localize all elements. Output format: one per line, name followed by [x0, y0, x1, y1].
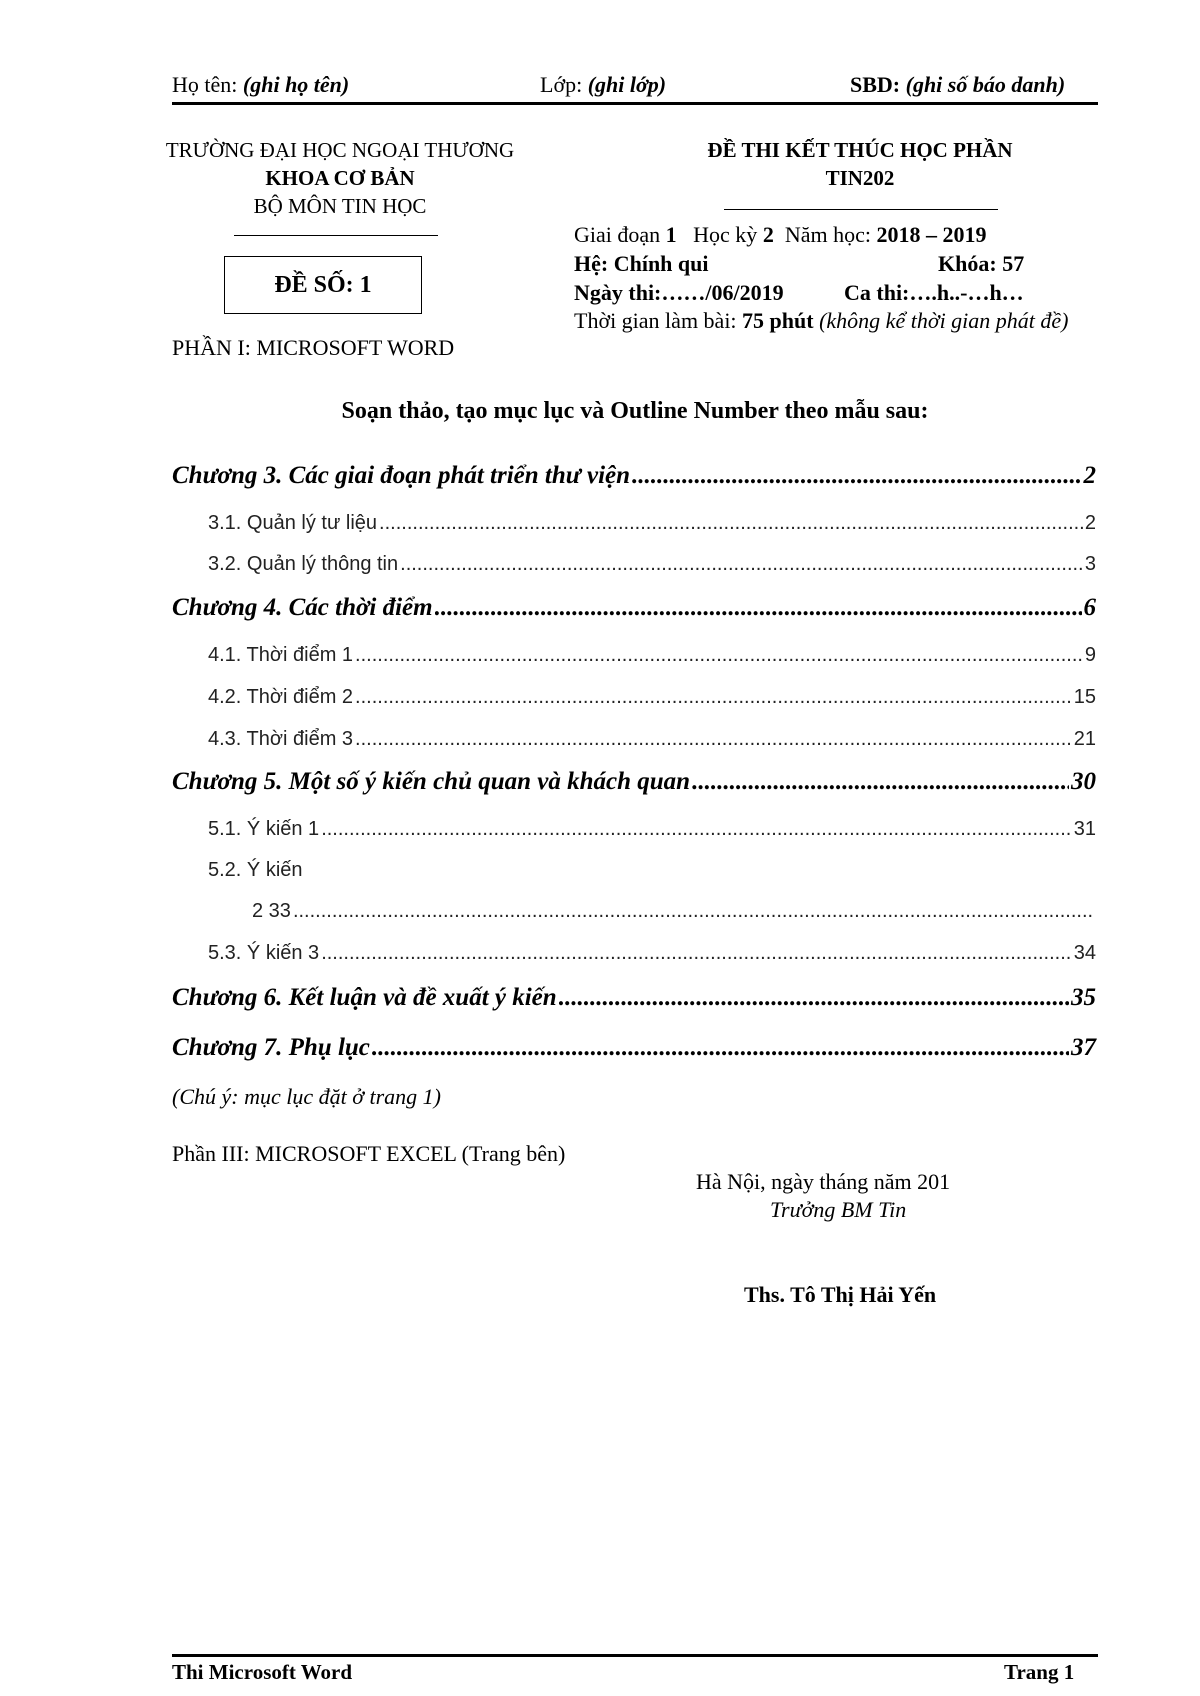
toc-label: 4.3. Thời điểm 3 — [208, 728, 354, 750]
toc-page: 15 — [1073, 686, 1096, 708]
toc-leader — [400, 553, 1083, 576]
toc-leader — [355, 686, 1072, 709]
toc-chapter-6 — [172, 984, 1096, 1012]
toc-section-5-2-line1: 5.2. Ý kiến — [208, 859, 303, 881]
toc-label: 5.1. Ý kiến 1 — [208, 818, 320, 840]
toc-leader — [355, 644, 1083, 667]
duration-label: Thời gian làm bài: — [574, 308, 743, 333]
left-divider — [234, 235, 438, 236]
toc-page: 34 — [1073, 942, 1096, 964]
toc-page: 37 — [1071, 1034, 1096, 1061]
exam-code-box: ĐỀ SỐ: 1 — [224, 256, 422, 314]
signature-name: Ths. Tô Thị Hải Yến — [744, 1282, 937, 1307]
toc-chapter-4 — [172, 594, 1096, 622]
toc-section-3-1 — [208, 512, 1096, 535]
course-intake — [938, 251, 1024, 277]
toc-leader — [632, 462, 1081, 490]
sbd-field — [850, 72, 1065, 98]
department-name: BỘ MÔN TIN HỌC — [253, 194, 427, 218]
class-field — [540, 72, 666, 98]
duration-value: 75 phút — [742, 308, 814, 333]
name-field — [172, 72, 349, 98]
toc-label: 3.1. Quản lý tư liệu — [208, 512, 378, 534]
toc-chapter-5 — [172, 768, 1096, 796]
sbd-value: (ghi số báo danh) — [900, 72, 1066, 97]
toc-note: (Chú ý: mục lục đặt ở trang 1) — [172, 1084, 441, 1109]
class-value: (ghi lớp) — [582, 72, 667, 97]
toc-section-4-3 — [208, 728, 1096, 751]
toc-page: 30 — [1071, 768, 1096, 795]
toc-leader — [293, 900, 1094, 923]
right-divider — [724, 209, 998, 210]
course-label: Khóa: — [938, 251, 1003, 276]
toc-label: 4.1. Thời điểm 1 — [208, 644, 354, 666]
toc-page: 2 — [1084, 512, 1096, 534]
footer-rule — [172, 1654, 1098, 1657]
task-title: Soạn thảo, tạo mục lục và Outline Number theo mẫu sau: — [341, 398, 929, 424]
exam-session: Ca thi:….h..-…h… — [844, 280, 1024, 305]
system-text: Hệ: Chính qui — [574, 251, 709, 276]
duration-line — [574, 308, 1069, 334]
toc-section-4-1 — [208, 644, 1096, 667]
exam-date: Ngày thi:……/06/2019 — [574, 280, 784, 305]
toc-page: 9 — [1084, 644, 1096, 666]
signature-role: Trưởng BM Tin — [770, 1197, 907, 1222]
toc-chapter-3 — [172, 462, 1096, 490]
toc-label: 3.2. Quản lý thông tin — [208, 553, 399, 575]
toc-leader — [321, 942, 1072, 965]
exam-title: ĐỀ THI KẾT THÚC HỌC PHẦN — [707, 138, 1013, 162]
toc-label: 5.3. Ý kiến 3 — [208, 942, 320, 964]
semester-value: 2 — [762, 222, 774, 247]
toc-page: 35 — [1071, 984, 1096, 1011]
toc-section-4-2 — [208, 686, 1096, 709]
toc-leader — [372, 1034, 1069, 1062]
toc-label: Chương 5. Một số ý kiến chủ quan và khách quan — [172, 768, 691, 795]
signature-place-date: Hà Nội, ngày tháng năm 201 — [696, 1169, 951, 1194]
course-value: 57 — [1002, 251, 1025, 276]
toc-chapter-7 — [172, 1034, 1096, 1062]
footer-page-number: Trang 1 — [1004, 1660, 1075, 1684]
toc-page: 21 — [1073, 728, 1096, 750]
toc-leader — [559, 984, 1069, 1012]
year-label: Năm học: — [784, 222, 877, 247]
semester-label: Học kỳ — [693, 222, 763, 247]
toc-page: 31 — [1073, 818, 1096, 840]
toc-label: Chương 4. Các thời điểm — [172, 594, 433, 621]
year-value: 2018 – 2019 — [876, 222, 987, 247]
toc-page: 6 — [1083, 594, 1096, 621]
course-code: TIN202 — [825, 166, 895, 190]
stage-value: 1 — [665, 222, 677, 247]
toc-section-3-2 — [208, 553, 1096, 576]
toc-leader — [379, 512, 1083, 535]
toc-leader — [435, 594, 1082, 622]
toc-label: 4.2. Thời điểm 2 — [208, 686, 354, 708]
part-one-heading: PHẦN I: MICROSOFT WORD — [172, 335, 455, 360]
toc-leader — [692, 768, 1069, 796]
name-label: Họ tên: — [172, 72, 238, 97]
stage-label: Giai đoạn — [574, 222, 666, 247]
part-three-heading: Phần III: MICROSOFT EXCEL (Trang bên) — [172, 1141, 566, 1166]
toc-page: 2 — [1083, 462, 1096, 489]
class-label: Lớp: — [540, 72, 583, 97]
header-rule — [172, 102, 1098, 105]
footer-left: Thi Microsoft Word — [172, 1660, 353, 1684]
university-name: TRƯỜNG ĐẠI HỌC NGOẠI THƯƠNG — [165, 138, 515, 162]
toc-label: 2 33 — [252, 900, 291, 922]
toc-label: Chương 6. Kết luận và đề xuất ý kiến — [172, 984, 557, 1011]
toc-label: Chương 7. Phụ lục — [172, 1034, 370, 1061]
stage-semester-year — [574, 222, 986, 248]
faculty-name: KHOA CƠ BẢN — [265, 166, 415, 190]
toc-leader — [321, 818, 1072, 841]
toc-label: Chương 3. Các giai đoạn phát triển thư viện — [172, 462, 631, 489]
toc-section-5-2-line2 — [252, 900, 1096, 923]
name-value: (ghi họ tên) — [237, 72, 350, 97]
toc-leader — [355, 728, 1072, 751]
duration-note: (không kể thời gian phát đề) — [813, 308, 1069, 333]
sbd-label: SBD: — [850, 72, 901, 97]
toc-section-5-3 — [208, 942, 1096, 965]
toc-page: 3 — [1084, 553, 1096, 575]
toc-section-5-1 — [208, 818, 1096, 841]
